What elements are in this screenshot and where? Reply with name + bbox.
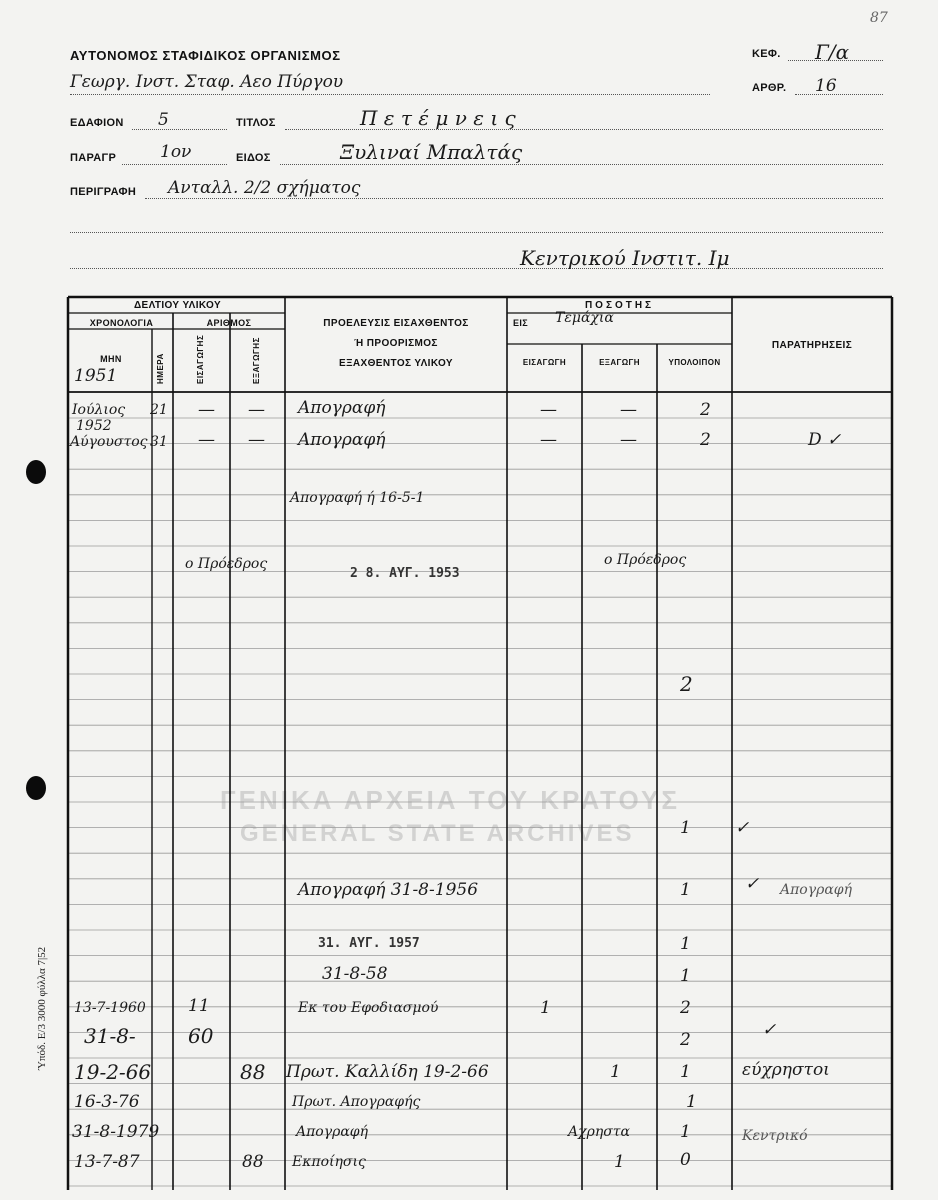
entry-qout: ο Πρόεδρος xyxy=(604,552,687,568)
deltio-header: ΔΕΛΤΙΟΥ ΥΛΙΚΟΥ xyxy=(133,300,222,311)
entry-note: Κεντρικό xyxy=(742,1128,808,1144)
titlos-label: ΤΙΤΛΟΣ xyxy=(236,117,276,129)
eidos-label: ΕΙΔΟΣ xyxy=(236,152,271,164)
perigrafi-label: ΠΕΡΙΓΡΑΦΗ xyxy=(70,186,137,198)
note-1956: Απογραφή xyxy=(780,882,852,898)
ypoloipon-header: ΥΠΟΛΟΙΠΟΝ xyxy=(668,358,721,367)
page-number: 87 xyxy=(870,10,888,26)
paragr-label: ΠΑΡΑΓΡ xyxy=(70,152,117,164)
entry-desc: Εκποίησις xyxy=(292,1154,366,1170)
year-handwritten: 1951 xyxy=(74,366,118,386)
entry-desc: Απογραφή xyxy=(296,1124,368,1140)
posotis-header: ΠΟΣΟΤΗΣ xyxy=(584,300,655,311)
entry-out-no: 88 xyxy=(242,1152,264,1172)
watermark-greek: ΓΕΝΙΚΑ ΑΡΧΕΙΑ ΤΟΥ ΚΡΑΤΟΥΣ xyxy=(220,785,680,815)
balance-1956: 1 xyxy=(680,880,691,900)
watermark-english: GENERAL STATE ARCHIVES xyxy=(240,820,635,847)
eis-label: ΕΙΣ xyxy=(513,318,529,328)
perigrafi-value: Ανταλλ. 2/2 σχήματος xyxy=(168,178,361,198)
entry-note: εύχρηστοι xyxy=(742,1060,830,1080)
edafion-label: ΕΔΑΦΙΟΝ xyxy=(70,117,124,129)
eisagogi-header: ΕΙΣΑΓΩΓΗ xyxy=(522,358,567,367)
entry-day: 60 xyxy=(188,1024,214,1048)
side-print: Ύπόδ. Ε/3 3000 φύλλα 7|52 xyxy=(36,946,48,1070)
entry-month: 31-8- xyxy=(84,1024,136,1048)
imera-header: ΗΜΕΡΑ xyxy=(156,353,165,384)
edafion-value: 5 xyxy=(158,110,169,130)
entry-balance: 2 xyxy=(700,430,711,450)
extra-line-value: Κεντρικού Ινστιτ. Ιμ xyxy=(520,246,730,270)
arthr-value: 16 xyxy=(815,76,837,96)
entry-desc: Πρωτ. Καλλίδη 19-2-66 xyxy=(286,1062,489,1082)
entry-note: D ✓ xyxy=(808,430,842,450)
entry-month: 16-3-76 xyxy=(74,1092,140,1112)
balance-1957: 1 xyxy=(680,934,691,954)
exagogis-header: ΕΞΑΓΩΓΗΣ xyxy=(252,337,261,384)
entry-desc: Απογραφή ή 16-5-1 xyxy=(290,490,425,506)
entry-qout: 1 xyxy=(614,1152,625,1172)
kef-value: Γ/α xyxy=(815,40,850,64)
entry-month: 31-8-1979 xyxy=(72,1122,160,1142)
subtitle-handwritten: Γεωργ. Ινστ. Σταφ. Αεο Πύργου xyxy=(70,72,344,92)
balance-mid: 1 xyxy=(680,818,691,838)
dash-balance: 2 xyxy=(680,672,693,696)
entry-out-no: 88 xyxy=(240,1060,266,1084)
entry-in-no: — xyxy=(198,430,215,450)
entry-qin: 1 xyxy=(540,998,551,1018)
eisagogis-header: ΕΙΣΑΓΩΓΗΣ xyxy=(196,334,205,384)
exagogi-header: ΕΞΑΓΩΓΗ xyxy=(599,358,640,367)
entry-in-no: — xyxy=(198,400,215,420)
titlos-value: Π ε τ έ μ ν ε ι ς xyxy=(360,106,516,130)
entry-desc: Απογραφή xyxy=(298,398,386,418)
entry-desc: Εκ του Εφοδιασμού xyxy=(298,1000,439,1016)
arithmos-header: ΑΡΙΘΜΟΣ xyxy=(206,318,252,328)
entry-month: 13-7-1960 xyxy=(74,1000,146,1016)
entry-month: 19-2-66 xyxy=(74,1060,152,1084)
entry-balance: 1 xyxy=(680,1062,691,1082)
entry-balance: 2 xyxy=(700,400,711,420)
entry-day: 21 xyxy=(150,402,168,418)
min-header: ΜΗΝ xyxy=(100,354,122,364)
balance-58: 1 xyxy=(680,966,691,986)
arthr-label: ΑΡΘΡ. xyxy=(752,82,787,94)
organization-title: ΑΥΤΟΝΟΜΟΣ ΣΤΑΦΙΔΙΚΟΣ ΟΡΓΑΝΙΣΜΟΣ xyxy=(70,48,341,63)
entry-balance: 2 xyxy=(680,1030,691,1050)
entry-qout: 1 xyxy=(610,1062,621,1082)
xronologia-header: ΧΡΟΝΟΛΟΓΙΑ xyxy=(89,318,154,328)
proeleusis-header-3: ΕΞΑΧΘΕΝΤΟΣ ΥΛΙΚΟΥ xyxy=(339,358,453,369)
check-mark-icon: ✓ xyxy=(762,1020,777,1040)
entry-in-no: ο Πρόεδρος xyxy=(185,556,268,572)
date-stamp-1957: 31. ΑΥΓ. 1957 xyxy=(318,936,420,951)
entry-balance: 2 xyxy=(680,998,691,1018)
entry-balance: 1 xyxy=(686,1092,697,1112)
entry-month: 1952 xyxy=(76,418,112,434)
entry-balance: 1 xyxy=(680,1122,691,1142)
entry-day: 31 xyxy=(150,434,168,450)
entry-qout: — xyxy=(620,430,637,450)
kef-label: ΚΕΦ. xyxy=(752,48,781,60)
entry-balance: 0 xyxy=(680,1150,691,1170)
proeleusis-header-2: Ή ΠΡΟΟΡΙΣΜΟΣ xyxy=(354,338,438,349)
eidos-value: Ξυλιναί Μπαλτάς xyxy=(340,140,523,164)
paratiriseis-header: ΠΑΡΑΤΗΡΗΣΕΙΣ xyxy=(771,340,853,351)
entry-qin: — xyxy=(540,430,557,450)
entry-month: 13-7-87 xyxy=(74,1152,140,1172)
check-mark-icon: ✓ xyxy=(745,874,760,894)
date-58: 31-8-58 xyxy=(322,964,388,984)
check-mark-icon: ✓ xyxy=(735,818,750,838)
entry-qout: — xyxy=(620,400,637,420)
entry-out-no: — xyxy=(248,430,265,450)
entry-desc: Απογραφή xyxy=(298,430,386,450)
entry-desc: Πρωτ. Απογραφής xyxy=(292,1094,421,1110)
entry-qin: — xyxy=(540,400,557,420)
entry-month: Ιούλιος xyxy=(72,402,126,418)
date-stamp-1953: 2 8. ΑΥΓ. 1953 xyxy=(350,566,460,581)
paragr-value: 1ον xyxy=(160,142,192,162)
entry-day: 11 xyxy=(188,996,210,1016)
eis-value: Τεμάχια xyxy=(555,310,614,326)
entry-qin: Αχρηστα xyxy=(568,1124,630,1140)
entry-month: Αύγουστος xyxy=(70,434,148,450)
apografi-1956: Απογραφή 31-8-1956 xyxy=(298,880,479,900)
proeleusis-header-1: ΠΡΟΕΛΕΥΣΙΣ ΕΙΣΑΧΘΕΝΤΟΣ xyxy=(323,318,469,329)
entry-out-no: — xyxy=(248,400,265,420)
